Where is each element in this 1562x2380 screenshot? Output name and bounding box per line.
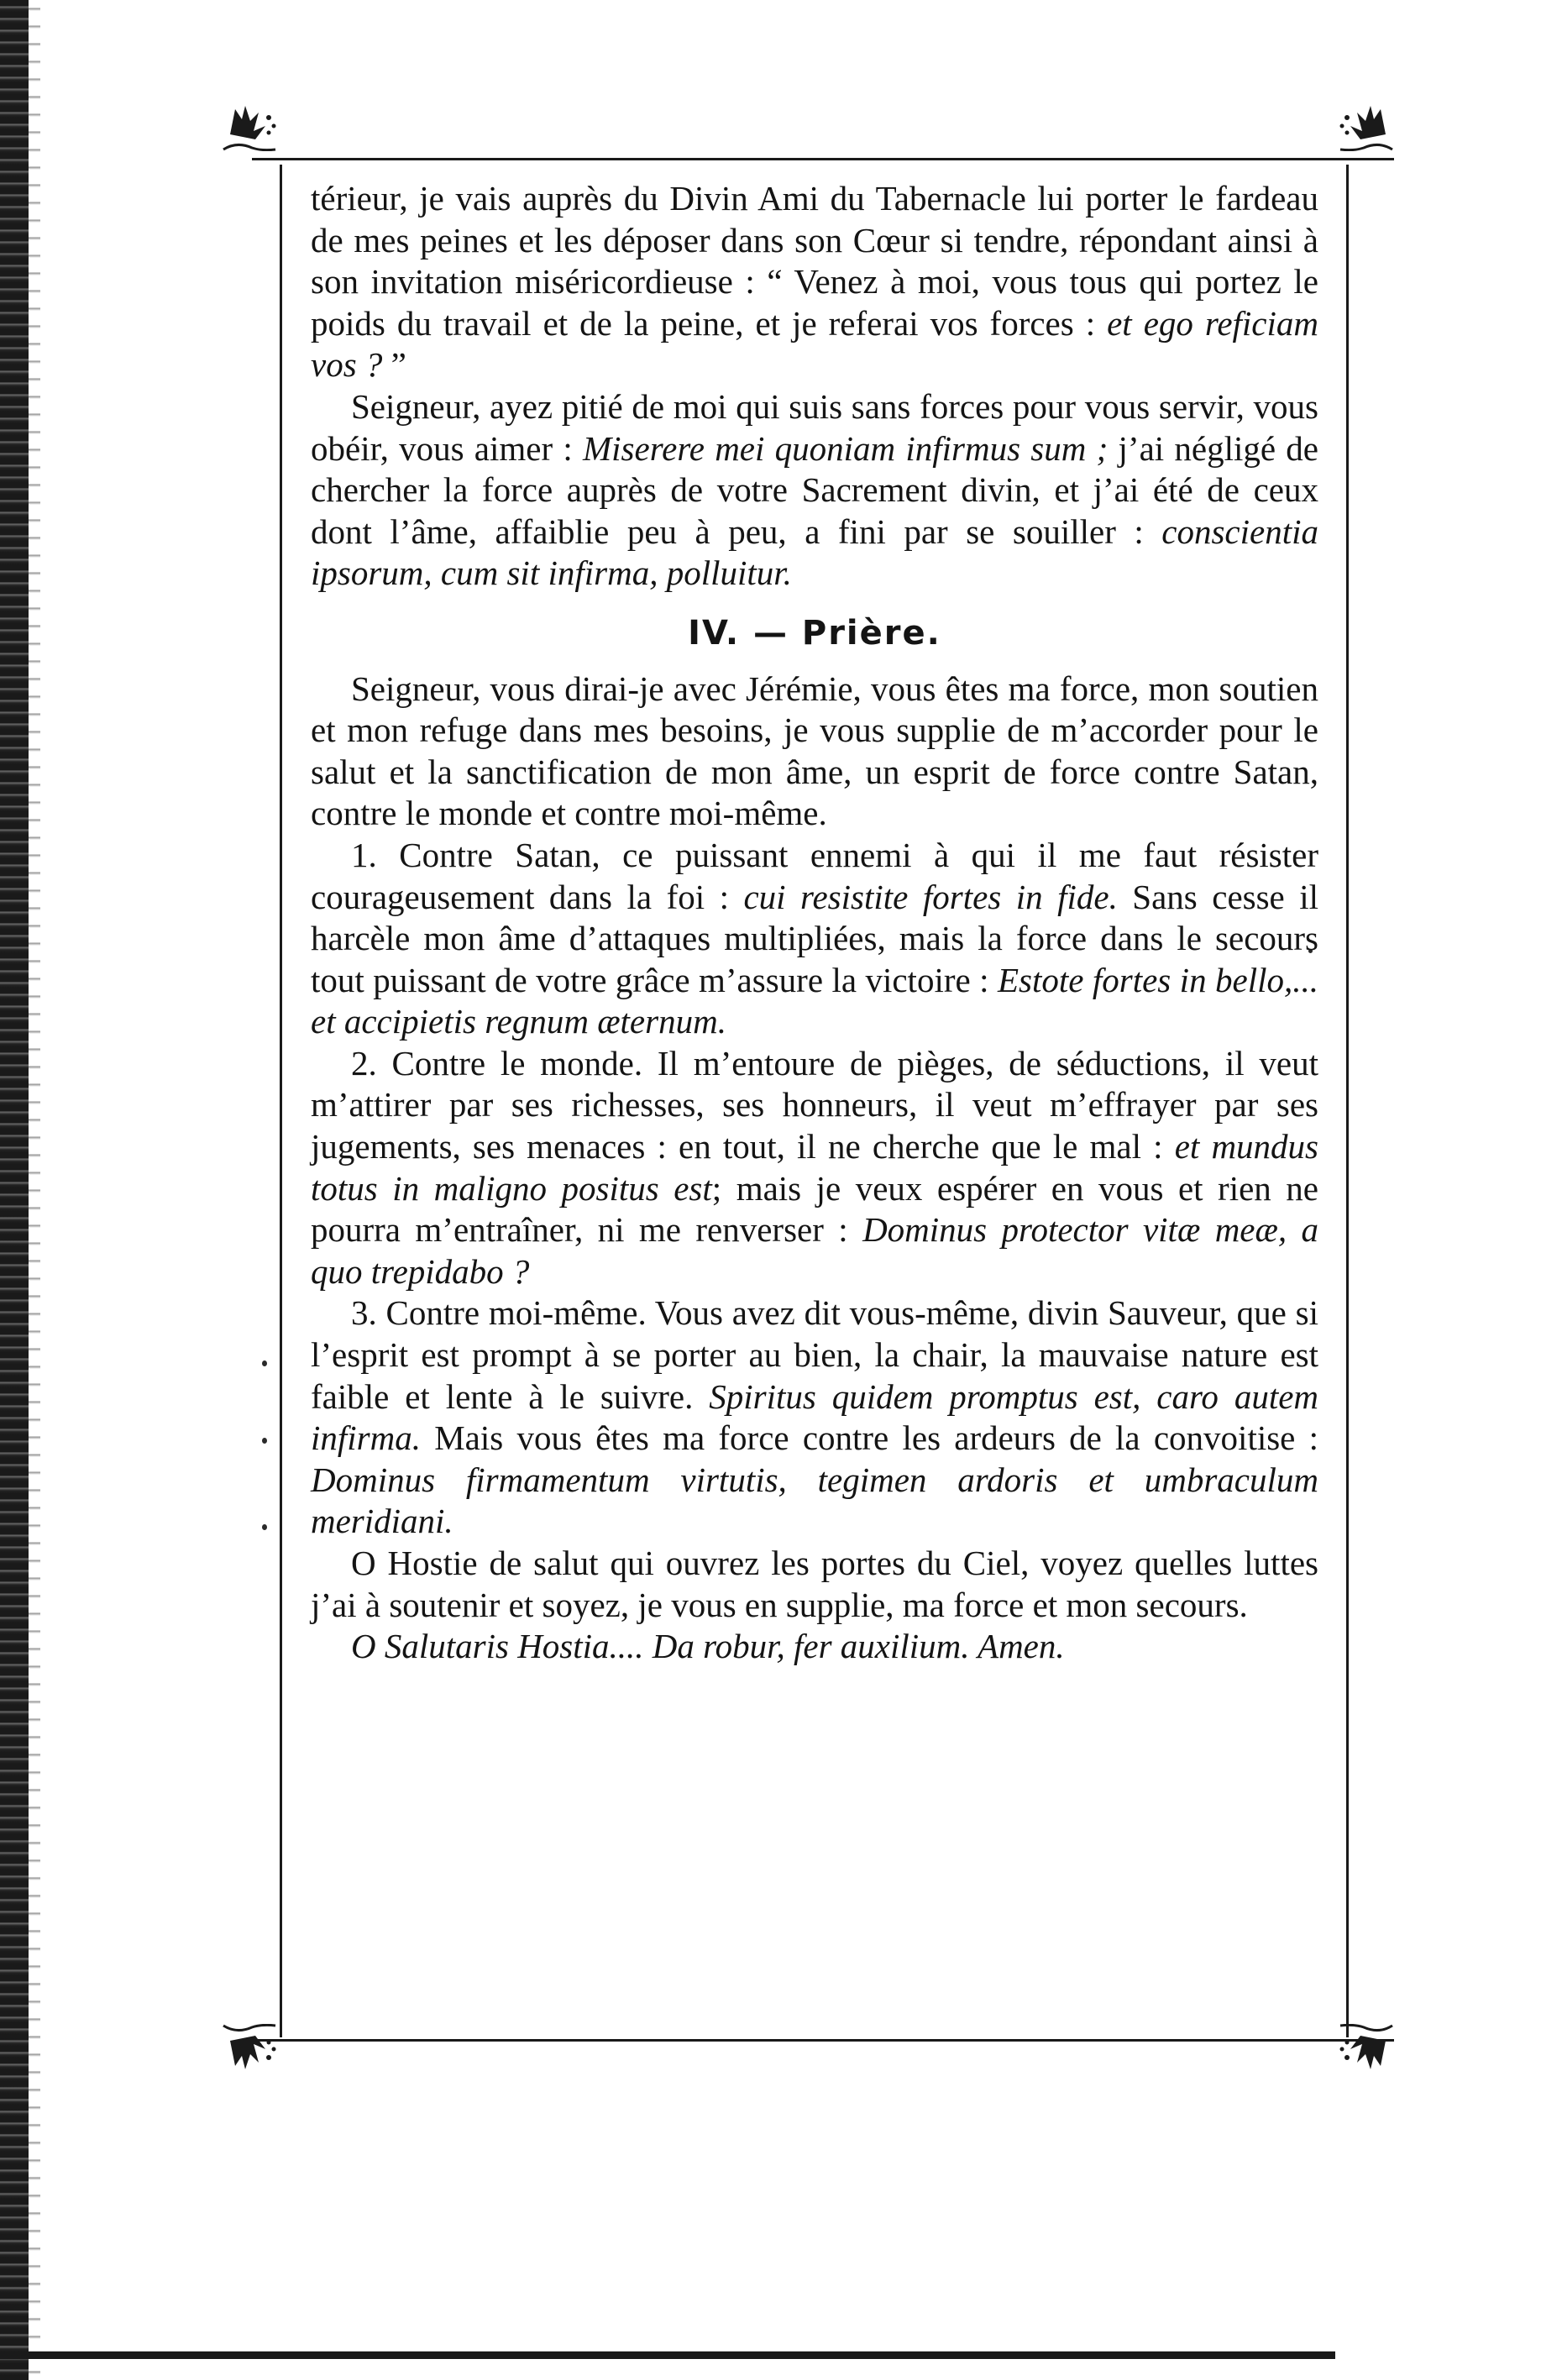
- page-text-block: [311, 178, 1318, 1668]
- numbered-paragraph: 2. Contre le monde. Il m’entoure de pièges, de séductions, il veut m’attirer par ses richesses, ses honneurs, il veut m’effrayer par ses jugements, ses menaces : en tout, il ne cherche que le mal : et mundus totus in maligno positus est; mais je veux espérer en vous et rien ne pourra m’entraîner, ni me renverser : Dominus protector vitæ meæ, a quo trepidabo ?: [311, 1043, 1319, 1291]
- book-binding-edge: [0, 0, 29, 2380]
- scan-speck: [262, 1524, 267, 1530]
- frame-left-rule: [280, 165, 282, 2037]
- scan-speck: [262, 1438, 267, 1444]
- numbered-paragraph: 3. Contre moi-même. Vous avez dit vous-même, divin Sauveur, que si l’esprit est prompt à se porter au bien, la chair, la mauvaise nature est faible et lente à le suivre. Spiritus quidem promptus est, caro autem infirma. Mais vous êtes ma force contre les ardeurs de la convoitise : Dominus firmamentum virtutis, tegimen ardoris et umbraculum meridiani.: [311, 1293, 1319, 1541]
- paragraph: O Hostie de salut qui ouvrez les portes du Ciel, voyez quelles luttes j’ai à soutenir et soyez, je vous en supplie, ma force et mon secours.: [311, 1544, 1318, 1624]
- bottom-edge-rule: [0, 2351, 1335, 2359]
- frame-top-rule: [252, 158, 1394, 160]
- paragraph: Seigneur, vous dirai-je avec Jérémie, vous êtes ma force, mon soutien et mon refuge dans mes besoins, je vous supplie de m’accorder pour le salut et la sanctification de mon âme, un esprit de force contre Satan, contre le monde et contre moi-même.: [311, 668, 1318, 833]
- paragraph-continuation: térieur, je vais auprès du Divin Ami du Tabernacle lui porter le fardeau de mes peines et les déposer dans son Cœur si tendre, répondant ainsi à son invitation miséricordieuse : “ Venez à moi, vous tous qui portez le poids du travail et de la peine, et je referai vos forces : et ego reficiam vos ? ”: [311, 179, 1319, 385]
- latin-quote: Spiritus quidem promptus est, caro autem infirma.: [311, 1376, 1319, 1458]
- vine-leaf-corner-icon: [1329, 2024, 1396, 2074]
- latin-quote: et mundus totus in maligno positus est: [311, 1127, 1319, 1208]
- latin-quote: Estote fortes in bello,... et accipietis regnum æternum.: [311, 960, 1318, 1041]
- latin-quote: Dominus firmamentum virtutis, tegimen ardoris et umbraculum meridiani.: [311, 1460, 1318, 1541]
- vine-leaf-corner-icon: [1329, 101, 1396, 151]
- latin-quote: cui resistite fortes in fide.: [743, 877, 1118, 916]
- latin-quote: et ego reficiam vos ?: [311, 303, 1319, 385]
- binding-shadow: [29, 0, 40, 2380]
- latin-quote: conscientia ipsorum, cum sit infirma, polluitur.: [311, 511, 1318, 593]
- frame-bottom-rule: [252, 2039, 1394, 2042]
- scan-speck: [262, 1360, 267, 1366]
- numbered-paragraph: 1. Contre Satan, ce puissant ennemi à qui il me faut résister courageusement dans la foi : cui resistite fortes in fide. Sans cesse il harcèle mon âme d’attaques multipliées, mais la force dans le secours tout puissant de votre grâce m’assure la victoire : Estote fortes in bello,... et accipietis regnum æternum.: [311, 835, 1319, 1041]
- latin-quote: Dominus protector vitæ meæ, a quo trepidabo ?: [311, 1210, 1318, 1291]
- paragraph: Seigneur, ayez pitié de moi qui suis sans forces pour vous servir, vous obéir, vous aimer : Miserere mei quoniam infirmus sum ; j’ai négligé de chercher la force auprès de votre Sacrement divin, et j’ai été de ceux dont l’âme, affaiblie peu à peu, a fini par se souiller : conscientia ipsorum, cum sit infirma, polluitur.: [311, 386, 1319, 593]
- vine-leaf-corner-icon: [220, 101, 287, 151]
- closing-prayer: O Salutaris Hostia.... Da robur, fer auxilium. Amen.: [351, 1627, 1065, 1666]
- section-heading: IV. — Prière.: [688, 613, 941, 653]
- frame-right-rule: [1346, 165, 1349, 2037]
- latin-quote: Miserere mei quoniam infirmus sum ;: [583, 428, 1109, 468]
- vine-leaf-corner-icon: [220, 2024, 287, 2074]
